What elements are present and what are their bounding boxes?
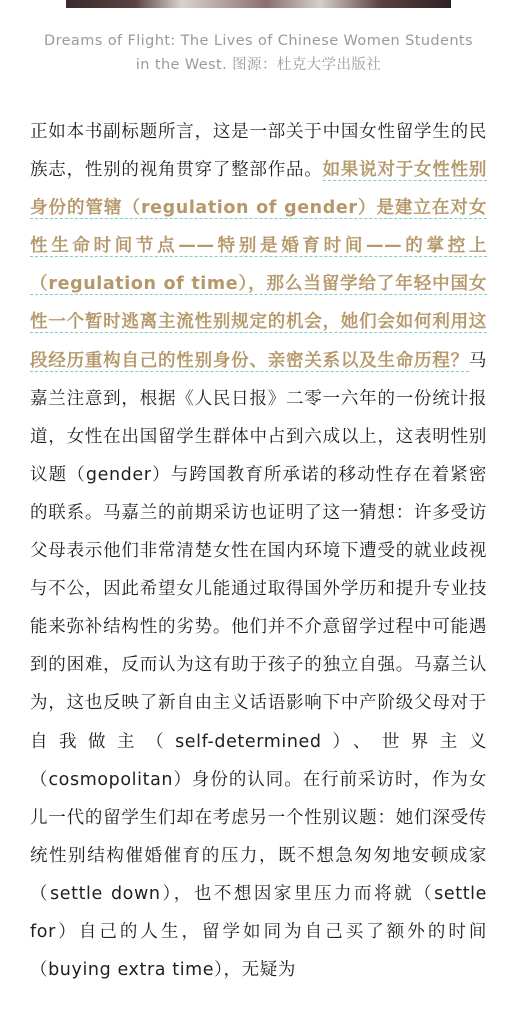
- paragraph-body: 马嘉兰注意到，根据《人民日报》二零一六年的一份统计报道，女性在出国留学生群体中占到六成以上，这表明性别议题（gender）与跨国教育所承诺的移动性存在着紧密的联系。马嘉兰的前期采访也证明了这一猜想：许多受访父母表示他们非常清楚女性在国内环境下遭受的就业歧视与不公，因此希望女儿能通过取得国外学历和提升专业技能来弥补结构性的劣势。他们并不介意留学过程中可能遇到的困难，反而认为这有助于孩子的独立自强。马嘉兰认为，这也反映了新自由主义话语影响下中产阶级父母对于自我做主（self-determined）、世界主义（cosmopolitan）身份的认同。在行前采访时，作为女儿一代的留学生们却在考虑另一个性别议题：她们深受传统性别结构催婚催育的压力，既不想急匆匆地安顿成家（settle down），也不想因家里压力而将就（settle for）自己的人生，留学如同为自己买了额外的时间（buying extra time），无疑为: [30, 350, 487, 981]
- image-caption: [18, 29, 499, 77]
- highlighted-quote[interactable]: 如果说对于女性性别身份的管辖（regulation of gender）是建立在对女性生命时间节点——特别是婚育时间——的掌控上（regulation of time），那么当留学给了年轻中国女性一个暂时逃离主流性别规定的机会，她们会如何利用这段经历重构自己的性别身份、亲密关系以及生命历程？: [30, 160, 487, 371]
- article-paragraph: [30, 113, 487, 989]
- caption-line-2: in the West. 图源：杜克大学出版社: [135, 57, 382, 73]
- article-image[interactable]: [66, 0, 451, 8]
- caption-line-1: Dreams of Flight: The Lives of Chinese Women Students: [44, 33, 473, 49]
- paragraph-intro: 正如本书副标题所言，这是一部关于中国女性留学生的民族志，性别的视角贯穿了整部作品。: [30, 122, 487, 181]
